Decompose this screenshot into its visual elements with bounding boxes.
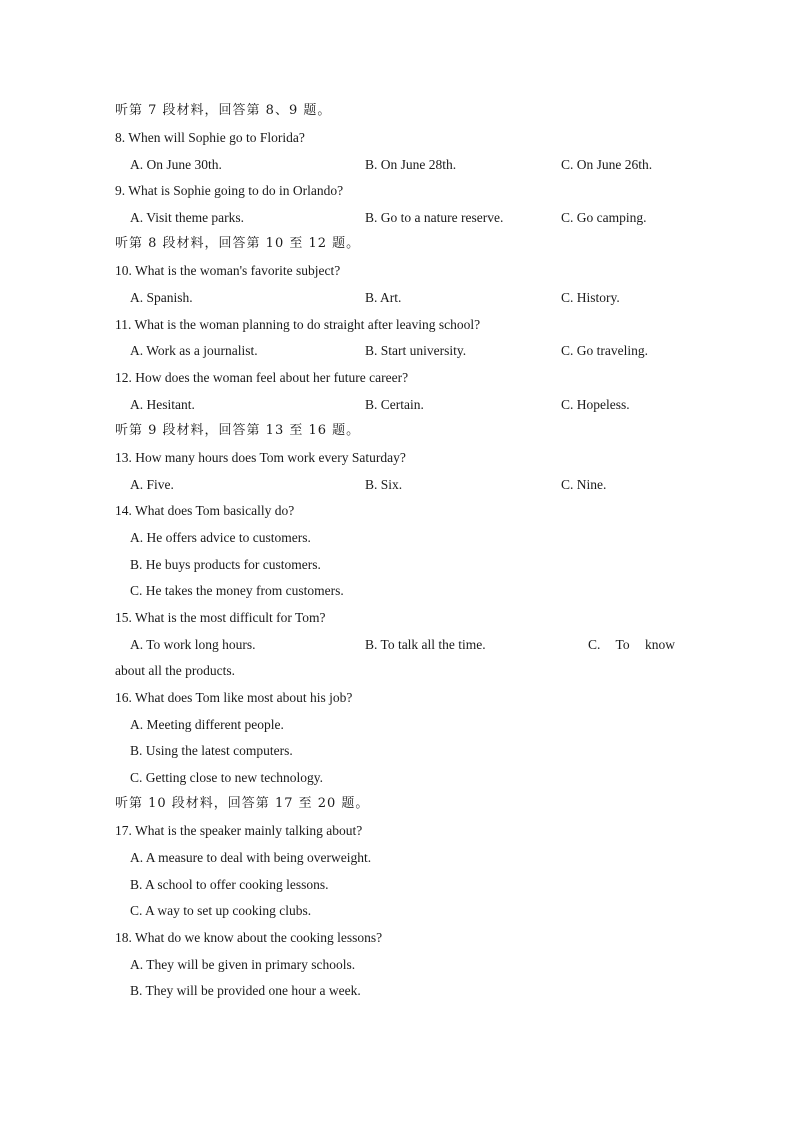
q14-option-c: C. He takes the money from customers. xyxy=(130,583,344,598)
q13-option-c: C. Nine. xyxy=(561,477,607,492)
q12-option-b: B. Certain. xyxy=(365,397,424,412)
section-heading-10: 听第 10 段材料，回答第 17 至 20 题。 xyxy=(115,796,370,811)
question-8: 8. When will Sophie go to Florida? xyxy=(115,130,305,145)
question-15: 15. What is the most difficult for Tom? xyxy=(115,610,326,625)
q11-option-b: B. Start university. xyxy=(365,343,467,358)
q15-option-a: A. To work long hours. xyxy=(130,637,256,652)
question-13: 13. How many hours does Tom work every Saturday? xyxy=(115,450,406,465)
section-heading-8: 听第 8 段材料，回答第 10 至 12 题。 xyxy=(115,236,361,251)
question-17: 17. What is the speaker mainly talking about? xyxy=(115,823,363,838)
q9-option-b: B. Go to a nature reserve. xyxy=(365,210,504,225)
question-9: 9. What is Sophie going to do in Orlando? xyxy=(115,183,344,198)
q8-option-a: A. On June 30th. xyxy=(130,157,222,172)
q11-option-c: C. Go traveling. xyxy=(561,343,648,358)
q17-option-a: A. A measure to deal with being overweight. xyxy=(130,850,372,865)
q17-option-c: C. A way to set up cooking clubs. xyxy=(130,903,312,918)
question-16: 16. What does Tom like most about his job? xyxy=(115,690,353,705)
section-heading-7: 听第 7 段材料，回答第 8、9 题。 xyxy=(115,103,332,118)
q16-option-c: C. Getting close to new technology. xyxy=(130,770,323,785)
question-12: 12. How does the woman feel about her future career? xyxy=(115,370,409,385)
q15-option-c: C. To know xyxy=(588,637,675,652)
q12-option-a: A. Hesitant. xyxy=(130,397,195,412)
q15-option-c-continued: about all the products. xyxy=(115,663,235,678)
q10-option-b: B. Art. xyxy=(365,290,402,305)
section-heading-9: 听第 9 段材料，回答第 13 至 16 题。 xyxy=(115,423,361,438)
question-10: 10. What is the woman's favorite subject? xyxy=(115,263,341,278)
q11-option-a: A. Work as a journalist. xyxy=(130,343,258,358)
q14-option-a: A. He offers advice to customers. xyxy=(130,530,311,545)
q13-option-b: B. Six. xyxy=(365,477,403,492)
q16-option-b: B. Using the latest computers. xyxy=(130,743,293,758)
q17-option-b: B. A school to offer cooking lessons. xyxy=(130,877,329,892)
question-11: 11. What is the woman planning to do straight after leaving school? xyxy=(115,317,481,332)
q8-option-b: B. On June 28th. xyxy=(365,157,457,172)
q10-option-a: A. Spanish. xyxy=(130,290,193,305)
q16-option-a: A. Meeting different people. xyxy=(130,717,284,732)
q8-option-c: C. On June 26th. xyxy=(561,157,653,172)
q13-option-a: A. Five. xyxy=(130,477,174,492)
q12-option-c: C. Hopeless. xyxy=(561,397,630,412)
q9-option-c: C. Go camping. xyxy=(561,210,647,225)
q14-option-b: B. He buys products for customers. xyxy=(130,557,321,572)
q9-option-a: A. Visit theme parks. xyxy=(130,210,245,225)
q18-option-b: B. They will be provided one hour a week. xyxy=(130,983,361,998)
q15-option-b: B. To talk all the time. xyxy=(365,637,486,652)
question-14: 14. What does Tom basically do? xyxy=(115,503,295,518)
q18-option-a: A. They will be given in primary schools. xyxy=(130,957,356,972)
q10-option-c: C. History. xyxy=(561,290,620,305)
question-18: 18. What do we know about the cooking lessons? xyxy=(115,930,383,945)
